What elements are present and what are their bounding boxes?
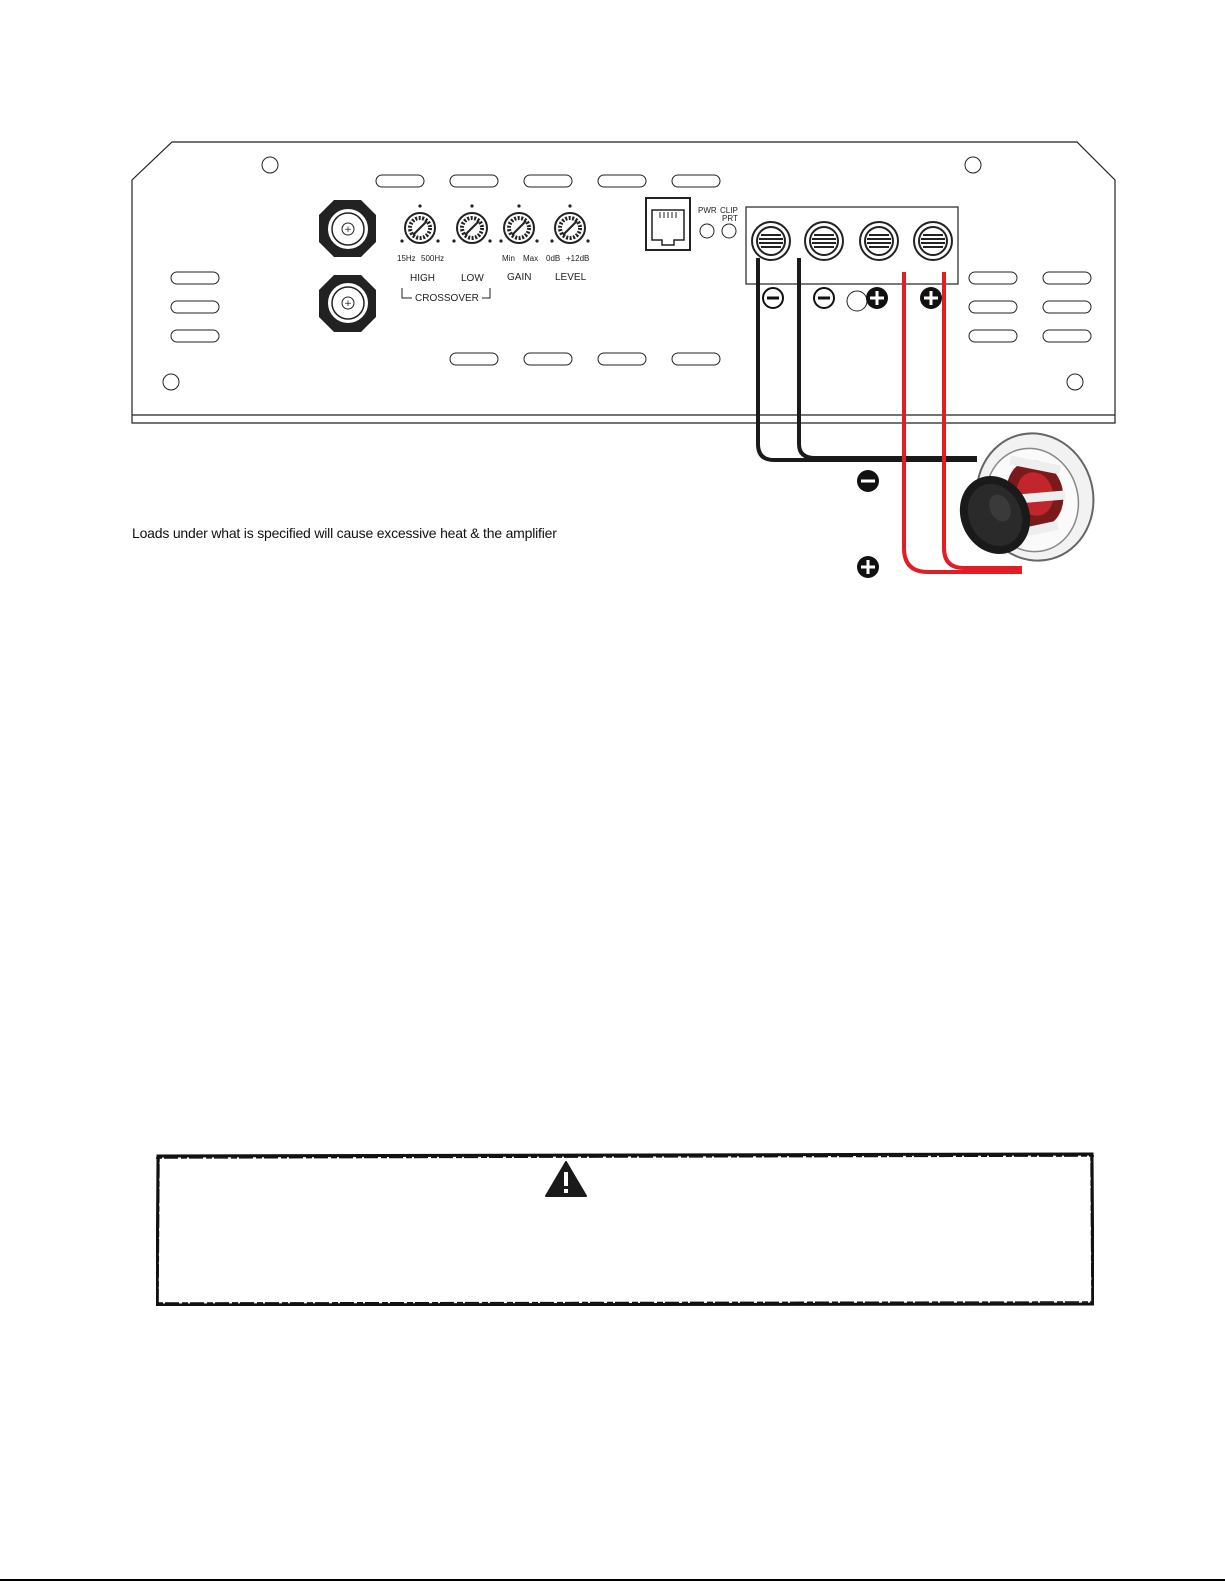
label-high: HIGH — [410, 273, 435, 284]
minus-icon — [814, 288, 834, 308]
led-clip-label: CLIP — [720, 206, 738, 215]
page-bottom-rule — [0, 1579, 1225, 1581]
knob-crossover-low — [452, 204, 491, 243]
gain-max-label: Max — [523, 254, 539, 263]
warning-box — [156, 1152, 1094, 1306]
plus-icon — [866, 287, 888, 309]
warning-frame — [156, 1152, 1094, 1306]
gain-min-label: Min — [502, 254, 515, 263]
led-pwr — [700, 224, 714, 238]
svg-text:+: + — [344, 225, 352, 235]
knob-crossover-high — [400, 204, 439, 243]
label-level: LEVEL — [555, 272, 587, 283]
minus-icon — [763, 288, 783, 308]
label-gain: GAIN — [507, 272, 532, 283]
led-prt-label: PRT — [722, 214, 738, 223]
bridge-indicator-circle — [847, 291, 867, 311]
label-low: LOW — [461, 273, 484, 284]
level-max-label: +12dB — [566, 254, 590, 263]
svg-text:+: + — [344, 299, 352, 309]
minus-icon — [857, 470, 879, 492]
plus-icon — [857, 556, 879, 578]
rca-jack-bottom — [319, 275, 376, 332]
led-clip — [722, 224, 736, 238]
load-note: Loads under what is specified will cause excessive heat & the amplifier — [132, 525, 557, 541]
knob-gain — [499, 204, 538, 243]
knob-level — [550, 204, 589, 243]
crossover-high-min-label: 15Hz — [397, 254, 416, 263]
subwoofer-image — [947, 420, 1107, 574]
label-crossover: CROSSOVER — [415, 293, 479, 304]
crossover-high-max-label: 500Hz — [421, 254, 445, 263]
led-pwr-label: PWR — [698, 206, 717, 215]
plus-icon — [920, 287, 942, 309]
warning-icon — [544, 1160, 588, 1198]
level-min-label: 0dB — [546, 254, 561, 263]
rca-jack-top — [319, 200, 376, 257]
remote-port — [646, 198, 690, 250]
